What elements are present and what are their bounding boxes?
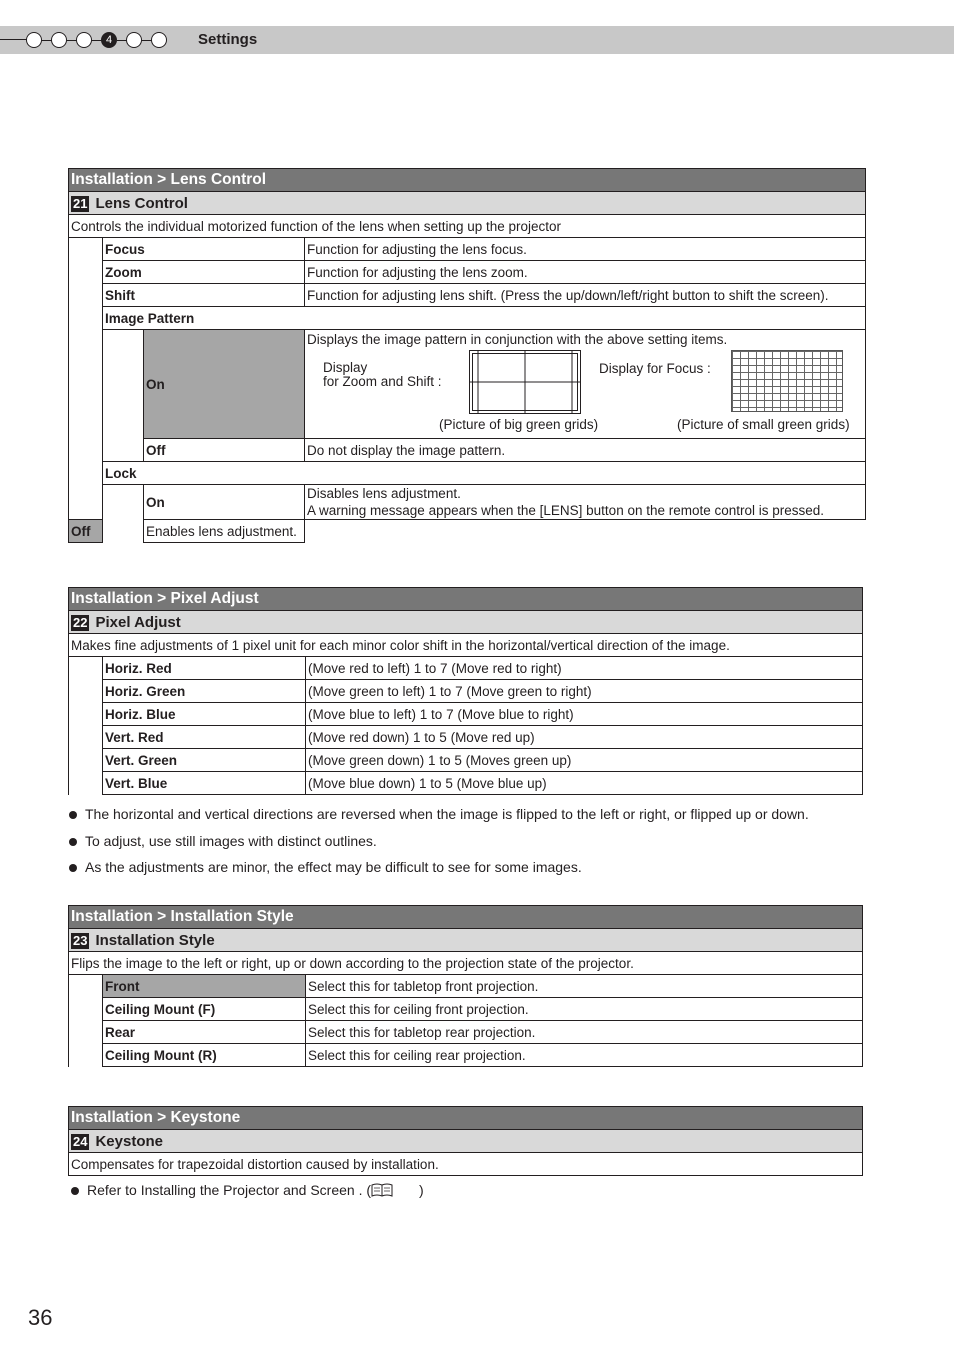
item-title-row	[69, 192, 866, 215]
row-desc: (Move blue to left) 1 to 7 (Move blue to right)	[306, 703, 863, 726]
item-title-row	[69, 611, 863, 634]
item-number: 22	[73, 614, 88, 630]
row-label: Vert. Green	[103, 749, 306, 772]
item-title-row	[69, 929, 863, 952]
row-label: Ceiling Mount (R)	[103, 1044, 306, 1067]
item-title: Keystone	[95, 1132, 163, 1150]
big-grid-pattern	[469, 350, 581, 417]
indent-cell	[69, 238, 103, 520]
small-grid-icon	[731, 350, 843, 412]
step-4-active: 4	[101, 32, 117, 48]
lock-off-label: Off	[69, 520, 103, 543]
keystone-table	[68, 1106, 863, 1176]
section-title: Installation > Keystone	[69, 1107, 863, 1130]
image-pattern-off-label: Off	[144, 439, 305, 462]
step-5	[126, 32, 142, 48]
chapter-steps	[26, 30, 176, 50]
section-title: Installation > Pixel Adjust	[69, 588, 863, 611]
item-description: Makes fine adjustments of 1 pixel unit for each minor color shift in the horizontal/vertical direction of the image.	[69, 634, 863, 657]
image-pattern-label: Image Pattern	[103, 307, 866, 330]
item-description: Compensates for trapezoidal distortion caused by installation.	[69, 1153, 863, 1176]
keystone-notes	[70, 1182, 424, 1209]
big-grid-caption: (Picture of big green grids)	[439, 417, 599, 432]
item-title: Lens Control	[95, 194, 188, 212]
big-grid-icon	[469, 350, 581, 414]
row-desc: Select this for ceiling front projection.	[306, 998, 863, 1021]
item-title: Pixel Adjust	[95, 613, 181, 631]
section-title: Installation > Lens Control	[69, 169, 866, 192]
indent-cell	[103, 330, 144, 462]
keystone-note: Refer to Installing the Projector and Screen . (	[87, 1182, 372, 1198]
note-item: To adjust, use still images with distinct outlines.	[68, 833, 809, 860]
row-desc: (Move green down) 1 to 5 (Moves green up)	[306, 749, 863, 772]
indent-cell	[69, 657, 103, 795]
row-label: Horiz. Red	[103, 657, 306, 680]
item-title-row	[69, 1130, 863, 1153]
note-item: As the adjustments are minor, the effect may be difficult to see for some images.	[68, 859, 809, 886]
indent-cell	[103, 485, 144, 543]
row-desc: (Move red to left) 1 to 7 (Move red to right)	[306, 657, 863, 680]
step-1	[26, 32, 42, 48]
row-desc: Select this for ceiling rear projection.	[306, 1044, 863, 1067]
row-label: Shift	[103, 284, 305, 307]
item-number: 23	[73, 932, 88, 948]
page-number: 36	[28, 1305, 53, 1330]
row-label: Front	[103, 975, 306, 998]
row-label: Horiz. Blue	[103, 703, 306, 726]
row-desc: Function for adjusting lens shift. (Press the up/down/left/right button to shift the screen).	[305, 284, 866, 307]
item-number: 24	[73, 1133, 88, 1149]
pixel-adjust-notes	[68, 806, 809, 886]
row-label: Zoom	[103, 261, 305, 284]
pattern-illustrations	[307, 347, 863, 431]
row-label: Rear	[103, 1021, 306, 1044]
pixel-adjust-table	[68, 587, 863, 795]
row-desc: (Move blue down) 1 to 5 (Move blue up)	[306, 772, 863, 795]
book-icon	[371, 1183, 393, 1197]
section-title: Installation > Installation Style	[69, 906, 863, 929]
image-pattern-off-desc: Do not display the image pattern.	[305, 439, 866, 462]
row-desc: (Move red down) 1 to 5 (Move red up)	[306, 726, 863, 749]
image-pattern-on-text: Displays the image pattern in conjunction with the above setting items.	[307, 332, 728, 347]
header-bar	[0, 26, 954, 54]
lock-on-desc	[305, 485, 866, 520]
lock-on-label: On	[144, 485, 305, 520]
lens-control-table	[68, 168, 866, 543]
row-desc: Function for adjusting the lens zoom.	[305, 261, 866, 284]
note-item: The horizontal and vertical directions are reversed when the image is flipped to the left or right, or flipped up or down.	[68, 806, 809, 833]
row-label: Horiz. Green	[103, 680, 306, 703]
step-2	[51, 32, 67, 48]
item-description: Controls the individual motorized function of the lens when setting up the projector	[69, 215, 866, 238]
row-label: Focus	[103, 238, 305, 261]
installation-style-table	[68, 905, 863, 1067]
lock-off-desc: Enables lens adjustment.	[144, 520, 305, 543]
focus-label: Display for Focus :	[599, 361, 711, 376]
row-desc: (Move green to left) 1 to 7 (Move green to right)	[306, 680, 863, 703]
lock-on-desc-1: Disables lens adjustment.	[307, 486, 461, 501]
zoom-shift-label-1: Display	[323, 360, 368, 375]
step-3	[76, 32, 92, 48]
item-title: Installation Style	[95, 931, 215, 949]
item-description: Flips the image to the left or right, up or down according to the projection state of the projector.	[69, 952, 863, 975]
small-grid-caption: (Picture of small green grids)	[677, 417, 850, 432]
item-number: 21	[73, 195, 88, 211]
row-desc: Function for adjusting the lens focus.	[305, 238, 866, 261]
row-label: Ceiling Mount (F)	[103, 998, 306, 1021]
image-pattern-on-label: On	[144, 330, 305, 439]
row-desc: Select this for tabletop front projection.	[306, 975, 863, 998]
row-label: Vert. Red	[103, 726, 306, 749]
row-label: Vert. Blue	[103, 772, 306, 795]
header-title: Settings	[198, 31, 258, 48]
step-6	[151, 32, 167, 48]
image-pattern-on-desc	[305, 330, 866, 439]
zoom-shift-label-2: for Zoom and Shift :	[323, 374, 442, 389]
note-item	[70, 1182, 424, 1209]
lock-on-desc-2: A warning message appears when the [LENS] button on the remote control is pressed.	[307, 503, 825, 518]
lock-label: Lock	[103, 462, 866, 485]
row-desc: Select this for tabletop rear projection.	[306, 1021, 863, 1044]
keystone-note-end: )	[419, 1182, 424, 1198]
indent-cell	[69, 975, 103, 1067]
